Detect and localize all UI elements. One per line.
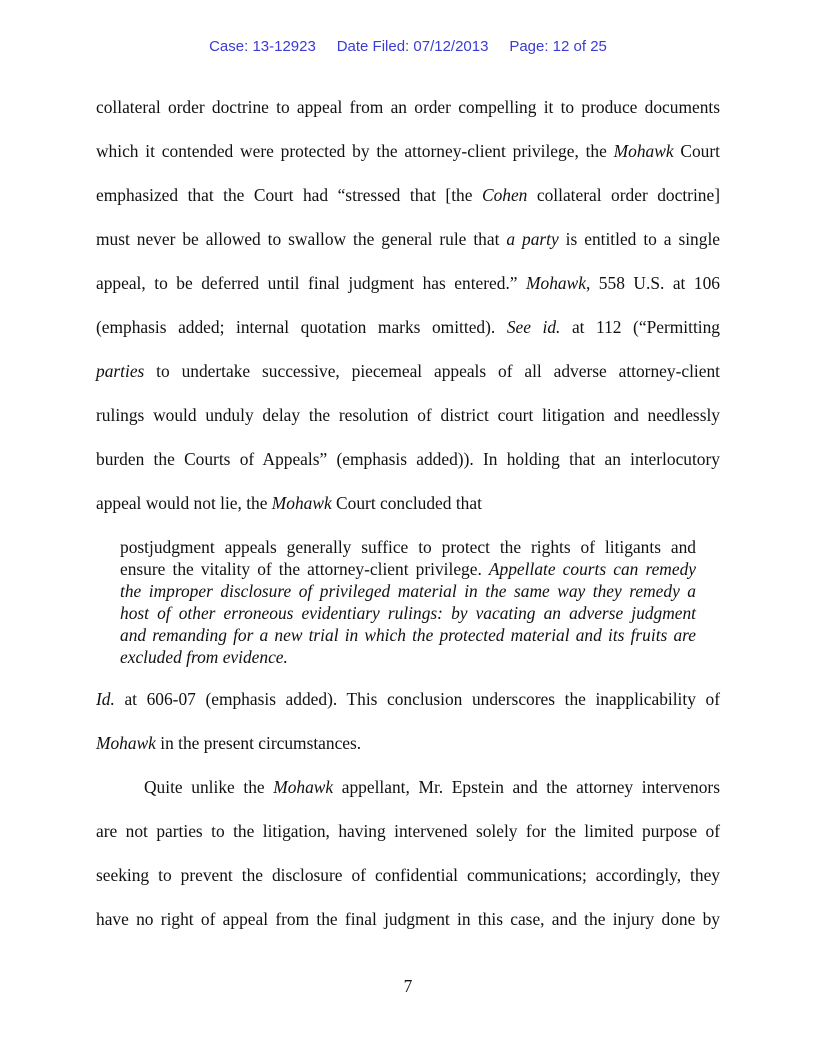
paragraph-3	[96, 765, 720, 941]
paragraph-2	[96, 677, 720, 765]
page-number: 7	[403, 976, 413, 996]
text-line: rulings would unduly delay the resolution of district court litigation and needlessly	[96, 405, 720, 425]
block-quote	[120, 536, 696, 668]
text-line: seeking to prevent the disclosure of confidential communications; accordingly, they	[96, 865, 720, 885]
text-line: burden the Courts of Appeals” (emphasis added)). In holding that an interlocutory	[96, 449, 720, 469]
quote-line: excluded from evidence.	[120, 647, 288, 667]
quote-line: and remanding for a new trial in which the protected material and its fruits are	[120, 625, 696, 645]
text-line: emphasized that the Court had “stressed that [the Cohen collateral order doctrine]	[96, 185, 720, 205]
text-line: Mohawk in the present circumstances.	[96, 733, 362, 753]
quote-line: postjudgment appeals generally suffice to protect the rights of litigants and	[120, 537, 696, 557]
quote-line: ensure the vitality of the attorney-client privilege. Appellate courts can remedy	[120, 559, 696, 579]
text-line: Id. at 606-07 (emphasis added). This conclusion underscores the inapplicability of	[96, 689, 720, 709]
date-filed: Date Filed: 07/12/2013	[336, 38, 489, 55]
text-line: have no right of appeal from the final judgment in this case, and the injury done by	[96, 909, 720, 929]
text-line: appeal, to be deferred until final judgment has entered.” Mohawk, 558 U.S. at 106	[96, 273, 720, 293]
text-line: collateral order doctrine to appeal from an order compelling it to produce documents	[96, 97, 720, 117]
quote-line: host of other erroneous evidentiary rulings: by vacating an adverse judgment	[120, 603, 696, 623]
text-line: must never be allowed to swallow the general rule that a party is entitled to a single	[96, 229, 720, 249]
text-line: appeal would not lie, the Mohawk Court concluded that	[96, 493, 482, 513]
text-line: which it contended were protected by the attorney-client privilege, the Mohawk Court	[96, 141, 721, 161]
quote-line: the improper disclosure of privileged material in the same way they remedy a	[120, 581, 696, 601]
text-line: parties to undertake successive, piecemeal appeals of all adverse attorney-client	[96, 361, 720, 381]
text-line: are not parties to the litigation, having intervened solely for the limited purpose of	[96, 821, 720, 841]
page-indicator: Page: 12 of 25	[509, 38, 607, 55]
case-number: Case: 13-12923	[209, 38, 316, 55]
paragraph-1	[96, 85, 720, 525]
text-line: (emphasis added; internal quotation marks omitted). See id. at 112 (“Permitting	[96, 317, 720, 337]
case-header	[0, 38, 816, 55]
text-line: Quite unlike the Mohawk appellant, Mr. Epstein and the attorney intervenors	[144, 777, 720, 797]
